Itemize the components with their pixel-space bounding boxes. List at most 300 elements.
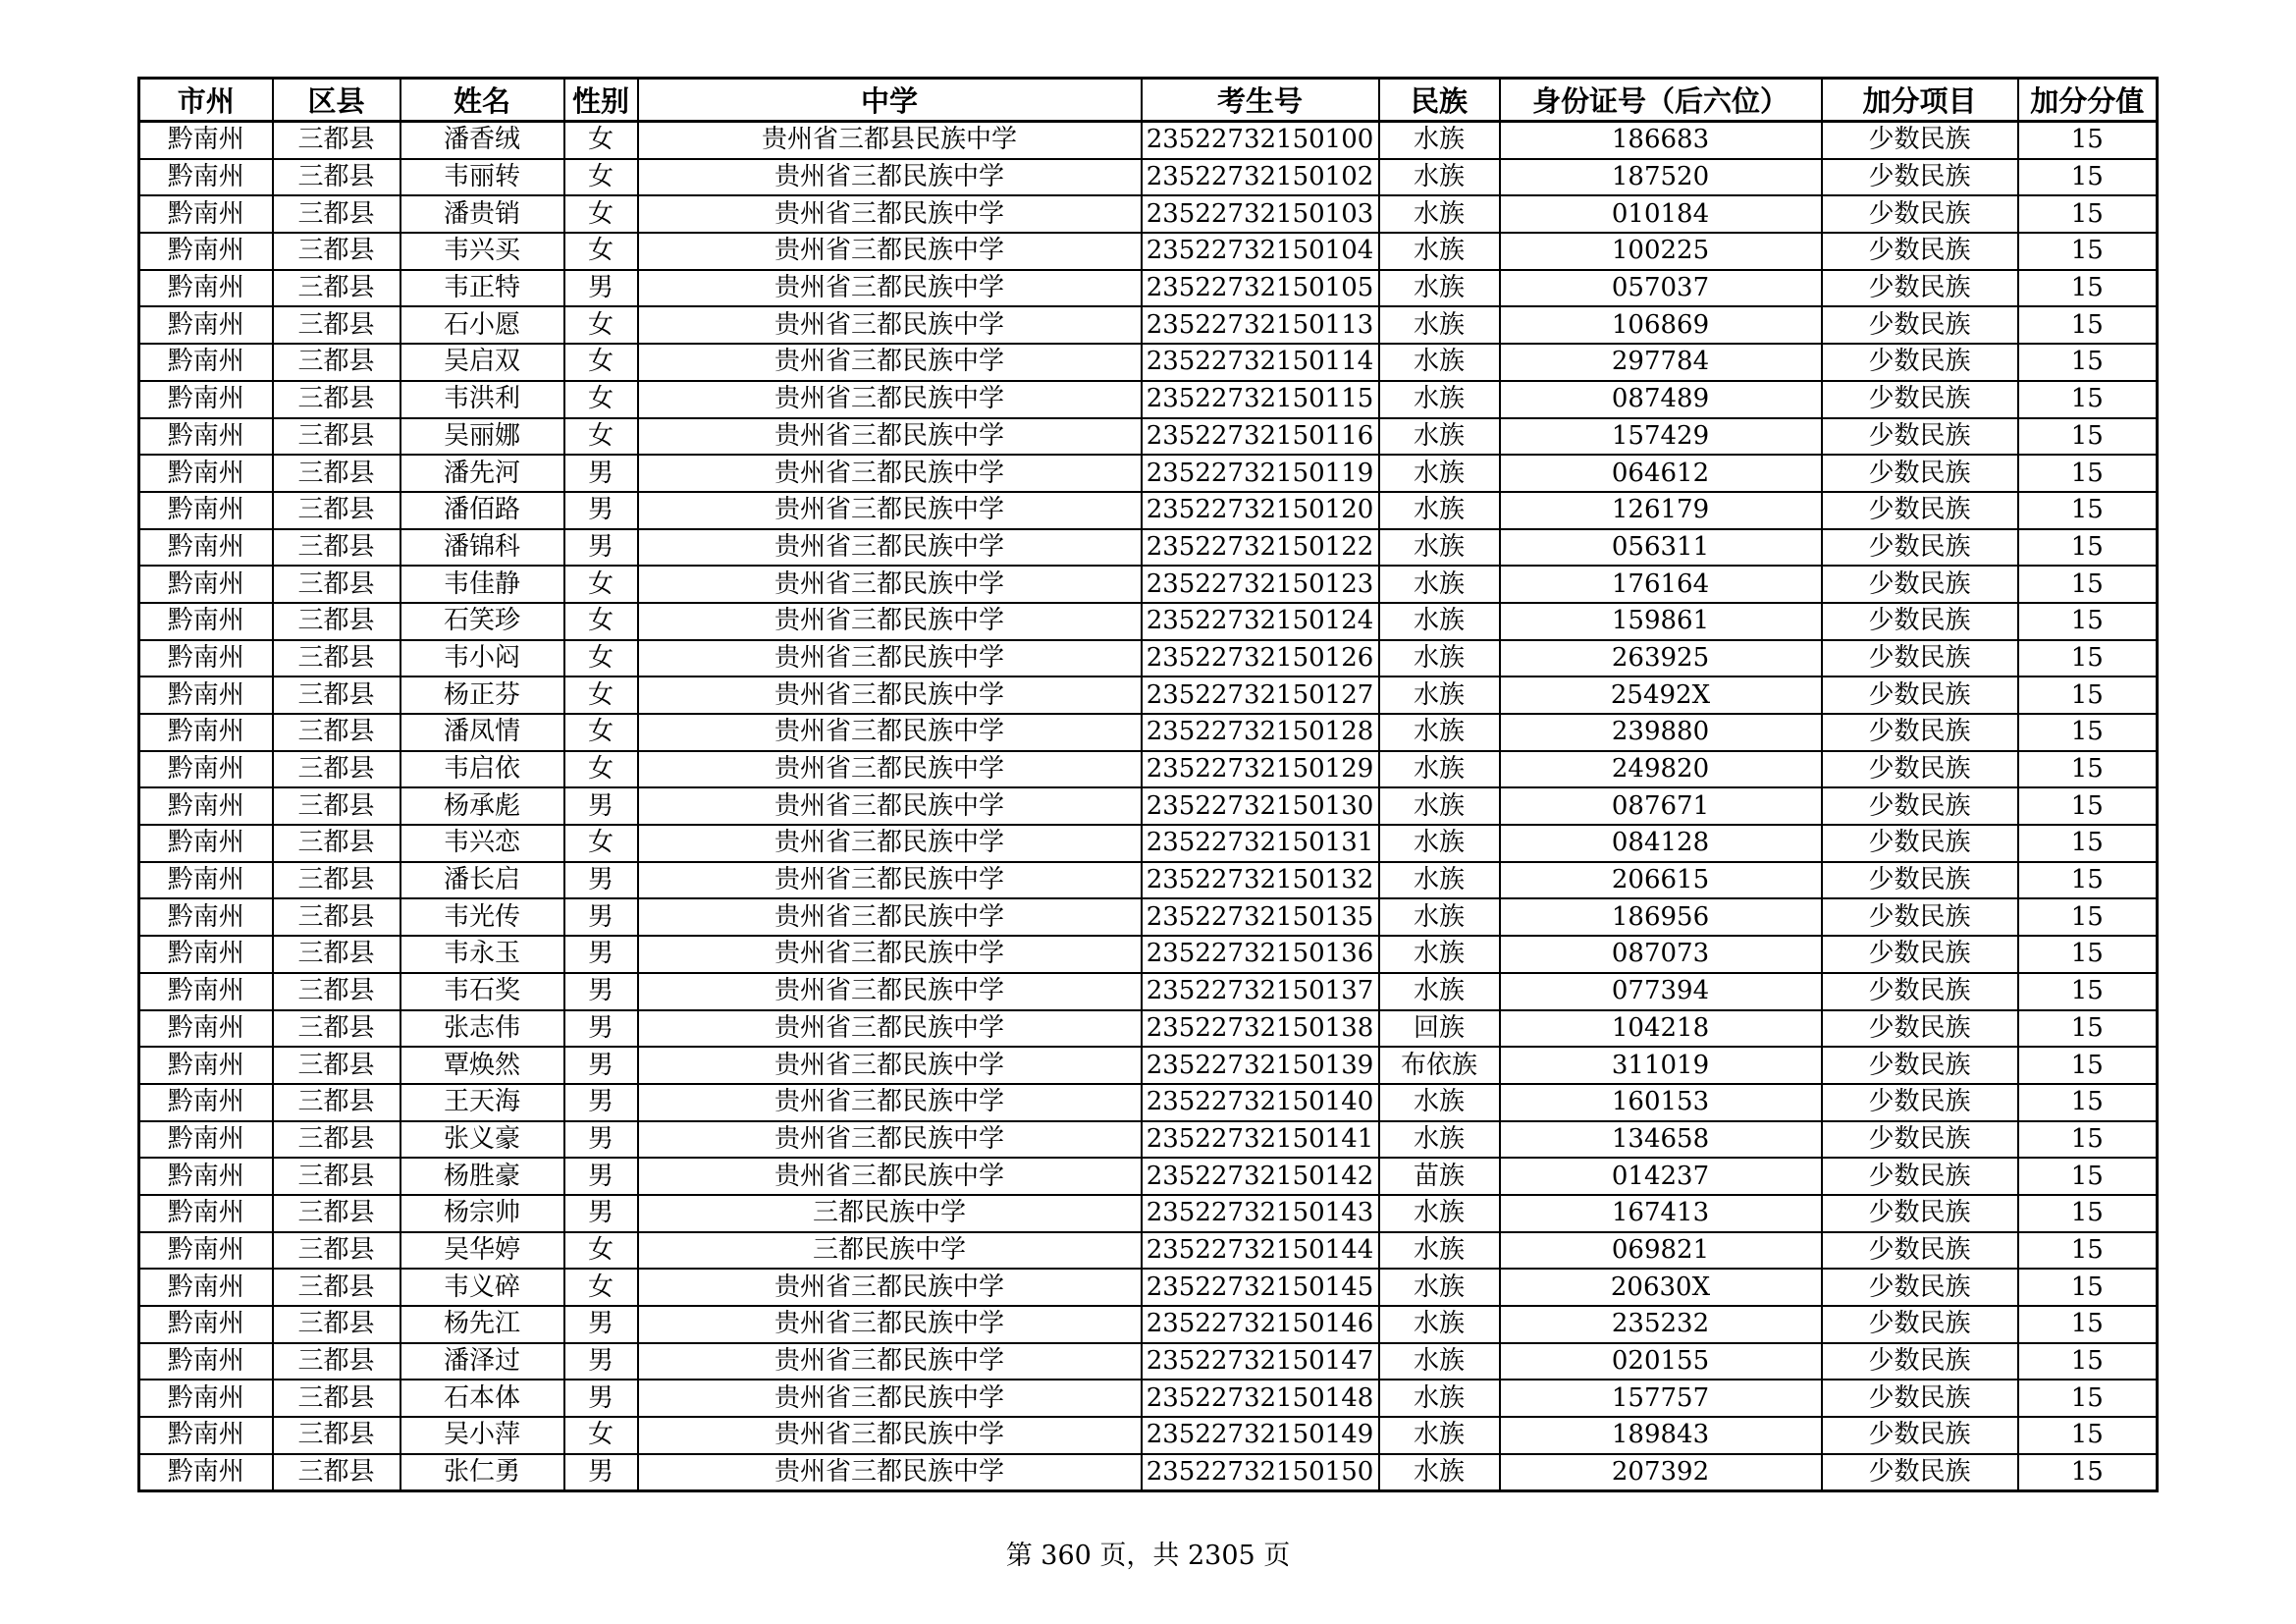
cell-name: 韦佳静 bbox=[400, 566, 564, 603]
cell-ethnicity: 水族 bbox=[1379, 195, 1500, 233]
cell-exam-number: 23522732150104 bbox=[1142, 233, 1379, 270]
cell-ethnicity: 水族 bbox=[1379, 973, 1500, 1010]
cell-bonus-points: 15 bbox=[2018, 936, 2158, 973]
cell-bonus-points: 15 bbox=[2018, 640, 2158, 677]
cell-gender: 女 bbox=[564, 1269, 638, 1306]
cell-gender: 男 bbox=[564, 529, 638, 567]
cell-ethnicity: 水族 bbox=[1379, 455, 1500, 492]
cell-county: 三都县 bbox=[273, 640, 400, 677]
cell-city: 黔南州 bbox=[139, 898, 273, 936]
cell-bonus-item: 少数民族 bbox=[1822, 825, 2018, 862]
cell-exam-number: 23522732150135 bbox=[1142, 898, 1379, 936]
cell-bonus-item: 少数民族 bbox=[1822, 1084, 2018, 1121]
cell-bonus-points: 15 bbox=[2018, 825, 2158, 862]
cell-city: 黔南州 bbox=[139, 1417, 273, 1454]
cell-county: 三都县 bbox=[273, 677, 400, 714]
table-row bbox=[139, 787, 2158, 825]
cell-county: 三都县 bbox=[273, 862, 400, 899]
cell-county: 三都县 bbox=[273, 455, 400, 492]
cell-name: 韦永玉 bbox=[400, 936, 564, 973]
cell-city: 黔南州 bbox=[139, 1343, 273, 1380]
cell-city: 黔南州 bbox=[139, 1158, 273, 1195]
cell-exam-number: 23522732150100 bbox=[1142, 122, 1379, 159]
cell-gender: 女 bbox=[564, 1417, 638, 1454]
cell-name: 韦洪利 bbox=[400, 381, 564, 418]
cell-gender: 女 bbox=[564, 233, 638, 270]
cell-bonus-points: 15 bbox=[2018, 455, 2158, 492]
table-row bbox=[139, 825, 2158, 862]
table-row bbox=[139, 1195, 2158, 1232]
cell-exam-number: 23522732150123 bbox=[1142, 566, 1379, 603]
cell-bonus-item: 少数民族 bbox=[1822, 1195, 2018, 1232]
table-row bbox=[139, 1306, 2158, 1343]
table-row bbox=[139, 1158, 2158, 1195]
cell-id-last-six: 157757 bbox=[1500, 1380, 1822, 1417]
cell-id-last-six: 157429 bbox=[1500, 418, 1822, 456]
cell-exam-number: 23522732150149 bbox=[1142, 1417, 1379, 1454]
cell-gender: 男 bbox=[564, 936, 638, 973]
cell-exam-number: 23522732150146 bbox=[1142, 1306, 1379, 1343]
cell-name: 张义豪 bbox=[400, 1121, 564, 1159]
cell-id-last-six: 20630X bbox=[1500, 1269, 1822, 1306]
cell-county: 三都县 bbox=[273, 714, 400, 751]
cell-bonus-item: 少数民族 bbox=[1822, 1047, 2018, 1084]
cell-name: 杨先江 bbox=[400, 1306, 564, 1343]
cell-gender: 女 bbox=[564, 825, 638, 862]
cell-gender: 男 bbox=[564, 898, 638, 936]
cell-school: 贵州省三都民族中学 bbox=[638, 381, 1142, 418]
cell-county: 三都县 bbox=[273, 1417, 400, 1454]
table-row bbox=[139, 1269, 2158, 1306]
cell-county: 三都县 bbox=[273, 787, 400, 825]
cell-county: 三都县 bbox=[273, 529, 400, 567]
cell-county: 三都县 bbox=[273, 1158, 400, 1195]
cell-gender: 女 bbox=[564, 418, 638, 456]
cell-city: 黔南州 bbox=[139, 603, 273, 640]
cell-county: 三都县 bbox=[273, 344, 400, 381]
cell-exam-number: 23522732150137 bbox=[1142, 973, 1379, 1010]
cell-school: 贵州省三都民族中学 bbox=[638, 1158, 1142, 1195]
cell-city: 黔南州 bbox=[139, 936, 273, 973]
cell-city: 黔南州 bbox=[139, 973, 273, 1010]
cell-city: 黔南州 bbox=[139, 344, 273, 381]
cell-id-last-six: 186956 bbox=[1500, 898, 1822, 936]
cell-exam-number: 23522732150122 bbox=[1142, 529, 1379, 567]
cell-bonus-item: 少数民族 bbox=[1822, 677, 2018, 714]
header-city: 市州 bbox=[139, 79, 273, 122]
cell-ethnicity: 水族 bbox=[1379, 898, 1500, 936]
cell-bonus-points: 15 bbox=[2018, 751, 2158, 788]
cell-county: 三都县 bbox=[273, 1454, 400, 1491]
cell-city: 黔南州 bbox=[139, 1047, 273, 1084]
cell-ethnicity: 水族 bbox=[1379, 1232, 1500, 1270]
cell-county: 三都县 bbox=[273, 1084, 400, 1121]
cell-school: 贵州省三都民族中学 bbox=[638, 566, 1142, 603]
cell-exam-number: 23522732150116 bbox=[1142, 418, 1379, 456]
cell-name: 石笑珍 bbox=[400, 603, 564, 640]
cell-id-last-six: 249820 bbox=[1500, 751, 1822, 788]
cell-exam-number: 23522732150127 bbox=[1142, 677, 1379, 714]
cell-name: 杨宗帅 bbox=[400, 1195, 564, 1232]
cell-bonus-item: 少数民族 bbox=[1822, 1417, 2018, 1454]
cell-id-last-six: 186683 bbox=[1500, 122, 1822, 159]
cell-county: 三都县 bbox=[273, 898, 400, 936]
cell-school: 贵州省三都民族中学 bbox=[638, 1047, 1142, 1084]
cell-bonus-points: 15 bbox=[2018, 1380, 2158, 1417]
cell-county: 三都县 bbox=[273, 233, 400, 270]
cell-school: 贵州省三都民族中学 bbox=[638, 492, 1142, 529]
cell-school: 贵州省三都民族中学 bbox=[638, 862, 1142, 899]
cell-county: 三都县 bbox=[273, 306, 400, 344]
cell-county: 三都县 bbox=[273, 825, 400, 862]
cell-id-last-six: 235232 bbox=[1500, 1306, 1822, 1343]
cell-name: 潘长启 bbox=[400, 862, 564, 899]
cell-bonus-points: 15 bbox=[2018, 1047, 2158, 1084]
cell-name: 石本体 bbox=[400, 1380, 564, 1417]
table-row bbox=[139, 529, 2158, 567]
cell-gender: 女 bbox=[564, 640, 638, 677]
cell-name: 潘锦科 bbox=[400, 529, 564, 567]
cell-city: 黔南州 bbox=[139, 529, 273, 567]
cell-bonus-item: 少数民族 bbox=[1822, 381, 2018, 418]
cell-city: 黔南州 bbox=[139, 233, 273, 270]
table-row bbox=[139, 492, 2158, 529]
cell-gender: 男 bbox=[564, 492, 638, 529]
cell-county: 三都县 bbox=[273, 1380, 400, 1417]
cell-bonus-points: 15 bbox=[2018, 677, 2158, 714]
cell-bonus-item: 少数民族 bbox=[1822, 122, 2018, 159]
cell-bonus-points: 15 bbox=[2018, 787, 2158, 825]
cell-ethnicity: 水族 bbox=[1379, 1380, 1500, 1417]
cell-gender: 男 bbox=[564, 1306, 638, 1343]
cell-gender: 女 bbox=[564, 751, 638, 788]
cell-school: 贵州省三都民族中学 bbox=[638, 270, 1142, 307]
cell-school: 贵州省三都民族中学 bbox=[638, 1380, 1142, 1417]
table-row bbox=[139, 195, 2158, 233]
table-row bbox=[139, 159, 2158, 196]
cell-school: 贵州省三都民族中学 bbox=[638, 1010, 1142, 1048]
cell-school: 贵州省三都民族中学 bbox=[638, 306, 1142, 344]
cell-exam-number: 23522732150114 bbox=[1142, 344, 1379, 381]
cell-id-last-six: 189843 bbox=[1500, 1417, 1822, 1454]
table-row bbox=[139, 1084, 2158, 1121]
cell-exam-number: 23522732150102 bbox=[1142, 159, 1379, 196]
cell-gender: 女 bbox=[564, 122, 638, 159]
cell-city: 黔南州 bbox=[139, 1232, 273, 1270]
cell-school: 贵州省三都民族中学 bbox=[638, 529, 1142, 567]
cell-id-last-six: 014237 bbox=[1500, 1158, 1822, 1195]
cell-ethnicity: 水族 bbox=[1379, 566, 1500, 603]
table-row bbox=[139, 455, 2158, 492]
cell-ethnicity: 水族 bbox=[1379, 1195, 1500, 1232]
cell-bonus-points: 15 bbox=[2018, 492, 2158, 529]
cell-county: 三都县 bbox=[273, 1010, 400, 1048]
cell-exam-number: 23522732150124 bbox=[1142, 603, 1379, 640]
cell-id-last-six: 25492X bbox=[1500, 677, 1822, 714]
cell-exam-number: 23522732150142 bbox=[1142, 1158, 1379, 1195]
cell-city: 黔南州 bbox=[139, 195, 273, 233]
cell-county: 三都县 bbox=[273, 1269, 400, 1306]
cell-bonus-points: 15 bbox=[2018, 1010, 2158, 1048]
cell-ethnicity: 水族 bbox=[1379, 603, 1500, 640]
cell-name: 潘泽过 bbox=[400, 1343, 564, 1380]
cell-bonus-item: 少数民族 bbox=[1822, 787, 2018, 825]
cell-bonus-item: 少数民族 bbox=[1822, 159, 2018, 196]
cell-county: 三都县 bbox=[273, 1343, 400, 1380]
cell-exam-number: 23522732150144 bbox=[1142, 1232, 1379, 1270]
cell-county: 三都县 bbox=[273, 1121, 400, 1159]
cell-id-last-six: 106869 bbox=[1500, 306, 1822, 344]
cell-gender: 女 bbox=[564, 195, 638, 233]
cell-name: 石小愿 bbox=[400, 306, 564, 344]
table-row bbox=[139, 344, 2158, 381]
header-county: 区县 bbox=[273, 79, 400, 122]
cell-bonus-item: 少数民族 bbox=[1822, 1232, 2018, 1270]
cell-bonus-points: 15 bbox=[2018, 1306, 2158, 1343]
cell-name: 潘先河 bbox=[400, 455, 564, 492]
cell-school: 贵州省三都民族中学 bbox=[638, 1306, 1142, 1343]
cell-city: 黔南州 bbox=[139, 455, 273, 492]
header-gender: 性别 bbox=[564, 79, 638, 122]
cell-ethnicity: 水族 bbox=[1379, 1343, 1500, 1380]
cell-name: 韦义碎 bbox=[400, 1269, 564, 1306]
cell-ethnicity: 水族 bbox=[1379, 862, 1500, 899]
cell-city: 黔南州 bbox=[139, 1010, 273, 1048]
cell-ethnicity: 水族 bbox=[1379, 825, 1500, 862]
cell-ethnicity: 水族 bbox=[1379, 936, 1500, 973]
cell-bonus-points: 15 bbox=[2018, 195, 2158, 233]
cell-id-last-six: 160153 bbox=[1500, 1084, 1822, 1121]
cell-bonus-points: 15 bbox=[2018, 1454, 2158, 1491]
cell-ethnicity: 水族 bbox=[1379, 1269, 1500, 1306]
cell-gender: 男 bbox=[564, 1010, 638, 1048]
cell-id-last-six: 297784 bbox=[1500, 344, 1822, 381]
cell-exam-number: 23522732150113 bbox=[1142, 306, 1379, 344]
cell-ethnicity: 水族 bbox=[1379, 492, 1500, 529]
cell-id-last-six: 087073 bbox=[1500, 936, 1822, 973]
cell-id-last-six: 057037 bbox=[1500, 270, 1822, 307]
cell-school: 贵州省三都民族中学 bbox=[638, 898, 1142, 936]
cell-id-last-six: 087671 bbox=[1500, 787, 1822, 825]
cell-name: 王天海 bbox=[400, 1084, 564, 1121]
cell-city: 黔南州 bbox=[139, 306, 273, 344]
cell-ethnicity: 水族 bbox=[1379, 751, 1500, 788]
cell-gender: 男 bbox=[564, 1195, 638, 1232]
cell-exam-number: 23522732150147 bbox=[1142, 1343, 1379, 1380]
cell-bonus-points: 15 bbox=[2018, 714, 2158, 751]
cell-gender: 男 bbox=[564, 973, 638, 1010]
cell-bonus-points: 15 bbox=[2018, 344, 2158, 381]
table-row bbox=[139, 973, 2158, 1010]
cell-name: 韦兴恋 bbox=[400, 825, 564, 862]
cell-name: 杨承彪 bbox=[400, 787, 564, 825]
cell-exam-number: 23522732150145 bbox=[1142, 1269, 1379, 1306]
table-row bbox=[139, 1121, 2158, 1159]
cell-bonus-item: 少数民族 bbox=[1822, 1269, 2018, 1306]
cell-county: 三都县 bbox=[273, 566, 400, 603]
cell-exam-number: 23522732150132 bbox=[1142, 862, 1379, 899]
cell-bonus-item: 少数民族 bbox=[1822, 270, 2018, 307]
cell-school: 贵州省三都民族中学 bbox=[638, 418, 1142, 456]
cell-exam-number: 23522732150119 bbox=[1142, 455, 1379, 492]
cell-id-last-six: 207392 bbox=[1500, 1454, 1822, 1491]
cell-county: 三都县 bbox=[273, 1232, 400, 1270]
cell-city: 黔南州 bbox=[139, 825, 273, 862]
cell-gender: 女 bbox=[564, 159, 638, 196]
cell-id-last-six: 134658 bbox=[1500, 1121, 1822, 1159]
cell-bonus-points: 15 bbox=[2018, 1121, 2158, 1159]
cell-bonus-points: 15 bbox=[2018, 898, 2158, 936]
cell-id-last-six: 206615 bbox=[1500, 862, 1822, 899]
table-row bbox=[139, 306, 2158, 344]
header-id-last-six: 身份证号（后六位） bbox=[1500, 79, 1822, 122]
cell-school: 贵州省三都民族中学 bbox=[638, 677, 1142, 714]
cell-ethnicity: 水族 bbox=[1379, 1454, 1500, 1491]
cell-county: 三都县 bbox=[273, 492, 400, 529]
cell-name: 韦启依 bbox=[400, 751, 564, 788]
cell-bonus-points: 15 bbox=[2018, 603, 2158, 640]
cell-city: 黔南州 bbox=[139, 1269, 273, 1306]
cell-school: 贵州省三都民族中学 bbox=[638, 1084, 1142, 1121]
cell-school: 贵州省三都民族中学 bbox=[638, 936, 1142, 973]
cell-city: 黔南州 bbox=[139, 1306, 273, 1343]
cell-bonus-item: 少数民族 bbox=[1822, 195, 2018, 233]
cell-ethnicity: 水族 bbox=[1379, 418, 1500, 456]
cell-ethnicity: 水族 bbox=[1379, 529, 1500, 567]
cell-school: 贵州省三都民族中学 bbox=[638, 455, 1142, 492]
cell-city: 黔南州 bbox=[139, 640, 273, 677]
cell-exam-number: 23522732150105 bbox=[1142, 270, 1379, 307]
cell-bonus-points: 15 bbox=[2018, 862, 2158, 899]
table-row bbox=[139, 1417, 2158, 1454]
table-row bbox=[139, 898, 2158, 936]
cell-ethnicity: 水族 bbox=[1379, 1084, 1500, 1121]
cell-ethnicity: 水族 bbox=[1379, 270, 1500, 307]
cell-bonus-points: 15 bbox=[2018, 529, 2158, 567]
cell-id-last-six: 069821 bbox=[1500, 1232, 1822, 1270]
cell-bonus-points: 15 bbox=[2018, 1343, 2158, 1380]
cell-city: 黔南州 bbox=[139, 566, 273, 603]
table-row bbox=[139, 677, 2158, 714]
cell-city: 黔南州 bbox=[139, 159, 273, 196]
cell-ethnicity: 水族 bbox=[1379, 344, 1500, 381]
cell-id-last-six: 159861 bbox=[1500, 603, 1822, 640]
cell-bonus-item: 少数民族 bbox=[1822, 603, 2018, 640]
cell-ethnicity: 布依族 bbox=[1379, 1047, 1500, 1084]
scores-table bbox=[137, 77, 2159, 1492]
cell-school: 贵州省三都民族中学 bbox=[638, 825, 1142, 862]
cell-school: 三都民族中学 bbox=[638, 1195, 1142, 1232]
cell-gender: 女 bbox=[564, 677, 638, 714]
cell-bonus-item: 少数民族 bbox=[1822, 233, 2018, 270]
cell-gender: 女 bbox=[564, 306, 638, 344]
header-bonus-points: 加分分值 bbox=[2018, 79, 2158, 122]
cell-bonus-points: 15 bbox=[2018, 1084, 2158, 1121]
cell-name: 杨正芬 bbox=[400, 677, 564, 714]
cell-gender: 男 bbox=[564, 1158, 638, 1195]
cell-city: 黔南州 bbox=[139, 1084, 273, 1121]
cell-name: 潘香绒 bbox=[400, 122, 564, 159]
cell-id-last-six: 087489 bbox=[1500, 381, 1822, 418]
cell-bonus-item: 少数民族 bbox=[1822, 1454, 2018, 1491]
cell-city: 黔南州 bbox=[139, 751, 273, 788]
cell-bonus-points: 15 bbox=[2018, 381, 2158, 418]
cell-ethnicity: 水族 bbox=[1379, 787, 1500, 825]
cell-bonus-points: 15 bbox=[2018, 418, 2158, 456]
cell-city: 黔南州 bbox=[139, 270, 273, 307]
cell-name: 韦丽转 bbox=[400, 159, 564, 196]
cell-county: 三都县 bbox=[273, 1047, 400, 1084]
cell-exam-number: 23522732150120 bbox=[1142, 492, 1379, 529]
cell-bonus-item: 少数民族 bbox=[1822, 529, 2018, 567]
cell-bonus-points: 15 bbox=[2018, 270, 2158, 307]
cell-bonus-item: 少数民族 bbox=[1822, 640, 2018, 677]
cell-name: 吴丽娜 bbox=[400, 418, 564, 456]
cell-name: 韦正特 bbox=[400, 270, 564, 307]
cell-city: 黔南州 bbox=[139, 677, 273, 714]
cell-bonus-points: 15 bbox=[2018, 159, 2158, 196]
cell-bonus-points: 15 bbox=[2018, 1269, 2158, 1306]
cell-exam-number: 23522732150136 bbox=[1142, 936, 1379, 973]
cell-gender: 男 bbox=[564, 862, 638, 899]
cell-county: 三都县 bbox=[273, 603, 400, 640]
cell-bonus-points: 15 bbox=[2018, 122, 2158, 159]
cell-bonus-points: 15 bbox=[2018, 566, 2158, 603]
cell-gender: 女 bbox=[564, 714, 638, 751]
cell-bonus-item: 少数民族 bbox=[1822, 1010, 2018, 1048]
cell-bonus-points: 15 bbox=[2018, 973, 2158, 1010]
cell-bonus-points: 15 bbox=[2018, 1417, 2158, 1454]
cell-exam-number: 23522732150115 bbox=[1142, 381, 1379, 418]
cell-county: 三都县 bbox=[273, 1195, 400, 1232]
table-row bbox=[139, 1454, 2158, 1491]
cell-name: 吴启双 bbox=[400, 344, 564, 381]
table-row bbox=[139, 233, 2158, 270]
header-school: 中学 bbox=[638, 79, 1142, 122]
table-row bbox=[139, 418, 2158, 456]
cell-exam-number: 23522732150130 bbox=[1142, 787, 1379, 825]
cell-exam-number: 23522732150126 bbox=[1142, 640, 1379, 677]
cell-city: 黔南州 bbox=[139, 1195, 273, 1232]
cell-city: 黔南州 bbox=[139, 122, 273, 159]
cell-city: 黔南州 bbox=[139, 418, 273, 456]
cell-name: 潘佰路 bbox=[400, 492, 564, 529]
cell-bonus-points: 15 bbox=[2018, 1158, 2158, 1195]
table-row bbox=[139, 751, 2158, 788]
cell-bonus-item: 少数民族 bbox=[1822, 418, 2018, 456]
cell-bonus-item: 少数民族 bbox=[1822, 751, 2018, 788]
cell-gender: 男 bbox=[564, 1454, 638, 1491]
table-row bbox=[139, 1010, 2158, 1048]
cell-gender: 男 bbox=[564, 1343, 638, 1380]
cell-ethnicity: 水族 bbox=[1379, 677, 1500, 714]
cell-school: 贵州省三都民族中学 bbox=[638, 714, 1142, 751]
cell-bonus-item: 少数民族 bbox=[1822, 1121, 2018, 1159]
cell-bonus-item: 少数民族 bbox=[1822, 344, 2018, 381]
cell-gender: 男 bbox=[564, 1047, 638, 1084]
cell-gender: 男 bbox=[564, 1380, 638, 1417]
cell-name: 韦光传 bbox=[400, 898, 564, 936]
cell-ethnicity: 水族 bbox=[1379, 233, 1500, 270]
cell-gender: 女 bbox=[564, 1232, 638, 1270]
cell-county: 三都县 bbox=[273, 1306, 400, 1343]
cell-bonus-item: 少数民族 bbox=[1822, 306, 2018, 344]
cell-bonus-item: 少数民族 bbox=[1822, 566, 2018, 603]
cell-id-last-six: 167413 bbox=[1500, 1195, 1822, 1232]
cell-name: 覃焕然 bbox=[400, 1047, 564, 1084]
cell-city: 黔南州 bbox=[139, 492, 273, 529]
cell-bonus-points: 15 bbox=[2018, 1232, 2158, 1270]
